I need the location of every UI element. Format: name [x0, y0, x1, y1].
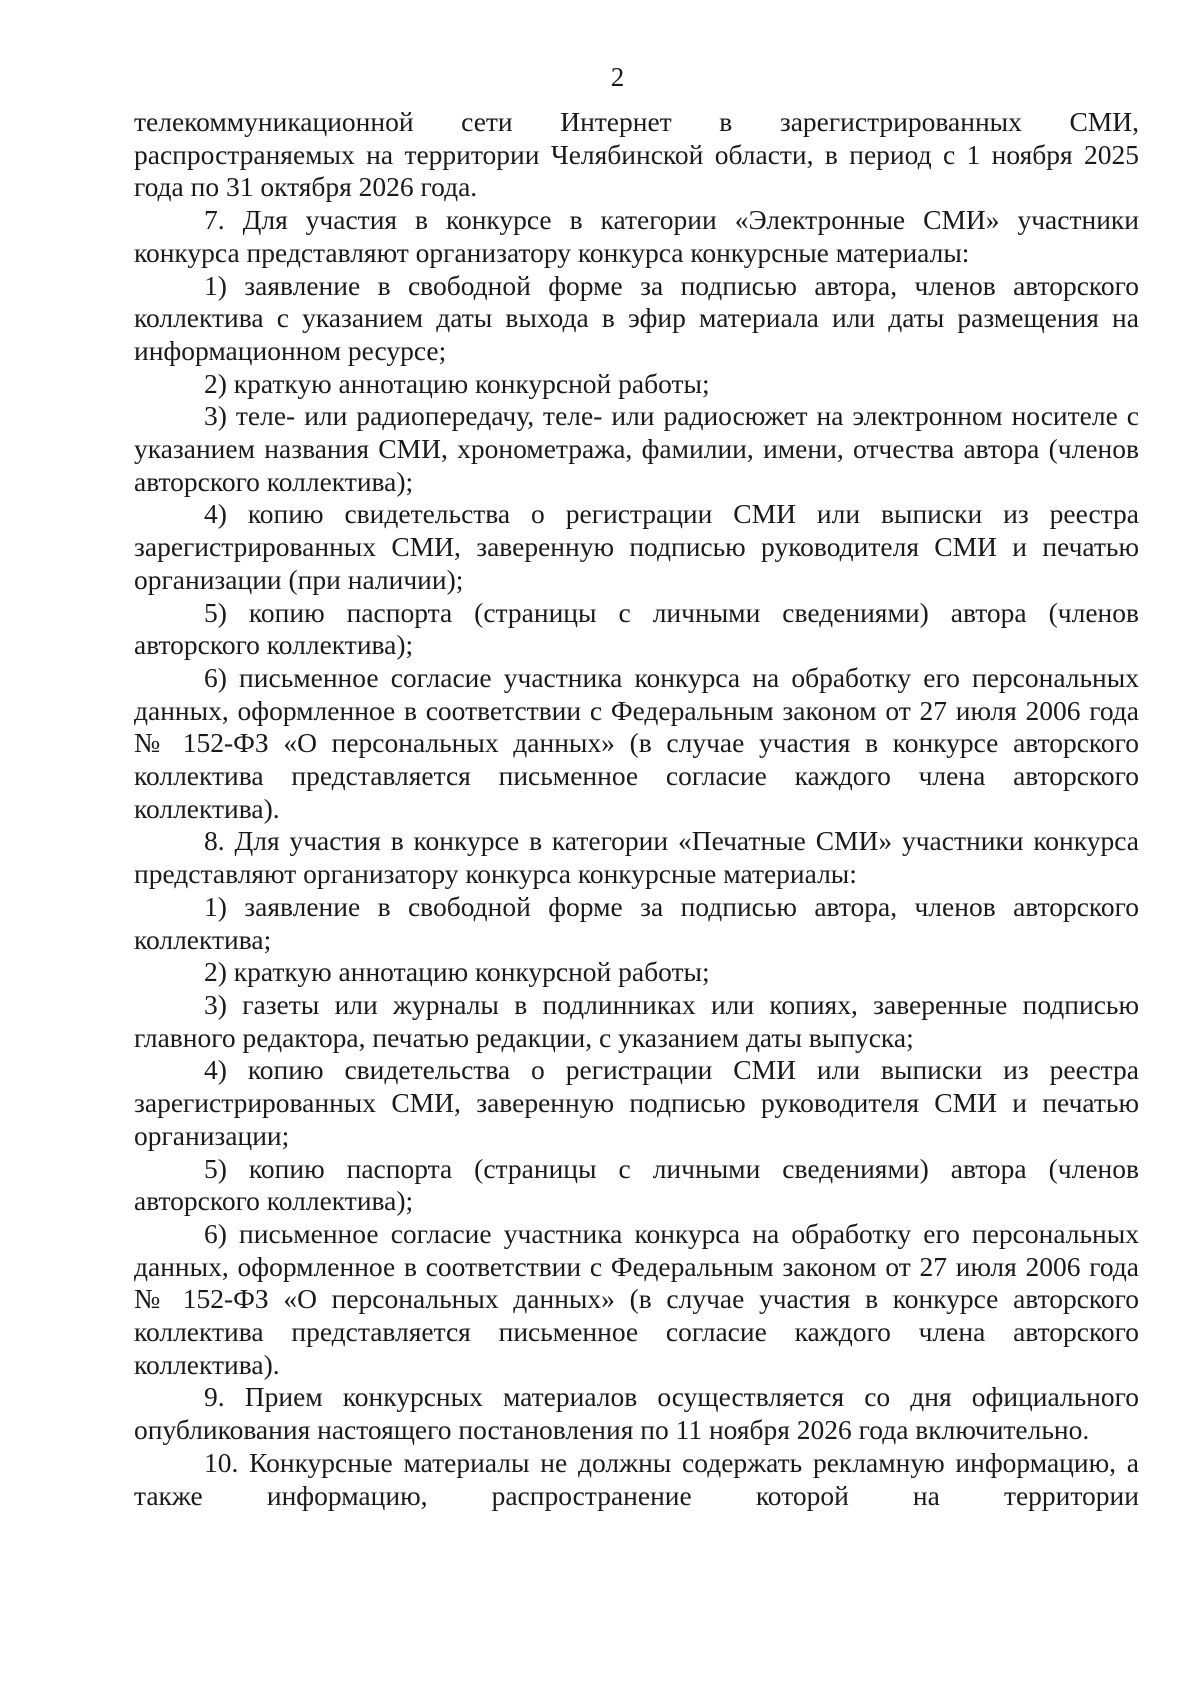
- paragraph: 7. Для участия в конкурсе в категории «Электронные СМИ» участники конкурса представляют организатору конкурса конкурсные материалы:: [134, 204, 1139, 268]
- paragraph: 10. Конкурсные материалы не должны содержать рекламную информацию, а также информацию, распространение которой на территории: [134, 1446, 1139, 1511]
- paragraph: 1) заявление в свободной форме за подписью автора, членов авторского коллектива с указанием даты выхода в эфир материала или даты размещения на информационном ресурсе;: [134, 269, 1139, 366]
- paragraph: 6) письменное согласие участника конкурса на обработку его персональных данных, оформленное в соответствии с Федеральным законом от 27 июля 2006 года № 152-ФЗ «О персональных данных» (в случае участия в конкурсе авторского коллектива представляется письменное согласие каждого члена авторского коллектива).: [134, 661, 1139, 824]
- document-body: [134, 106, 1139, 1512]
- paragraph: телекоммуникационной сети Интернет в зарегистрированных СМИ, распространяемых на территории Челябинской области, в период с 1 ноября 2025 года по 31 октября 2026 года.: [134, 106, 1139, 203]
- paragraph: 9. Прием конкурсных материалов осуществляется со дня официального опубликования настоящего постановления по 11 ноября 2026 года включительно.: [134, 1381, 1139, 1446]
- page-number: 2: [610, 62, 625, 92]
- paragraph: 5) копию паспорта (страницы с личными сведениями) автора (членов авторского коллектива);: [134, 1152, 1139, 1217]
- paragraph: 6) письменное согласие участника конкурса на обработку его персональных данных, оформленное в соответствии с Федеральным законом от 27 июля 2006 года № 152-ФЗ «О персональных данных» (в случае участия в конкурсе авторского коллектива представляется письменное согласие каждого члена авторского коллектива).: [134, 1217, 1139, 1380]
- paragraph: 1) заявление в свободной форме за подписью автора, членов авторского коллектива;: [134, 890, 1139, 955]
- paragraph: 8. Для участия в конкурсе в категории «Печатные СМИ» участники конкурса представляют организатору конкурса конкурсные материалы:: [134, 825, 1139, 890]
- paragraph: 2) краткую аннотацию конкурсной работы;: [204, 956, 710, 988]
- paragraph: 5) копию паспорта (страницы с личными сведениями) автора (членов авторского коллектива);: [134, 596, 1139, 661]
- paragraph: 4) копию свидетельства о регистрации СМИ или выписки из реестра зарегистрированных СМИ, заверенную подписью руководителя СМИ и печатью организации (при наличии);: [134, 498, 1139, 595]
- paragraph: 4) копию свидетельства о регистрации СМИ или выписки из реестра зарегистрированных СМИ, заверенную подписью руководителя СМИ и печатью организации;: [134, 1054, 1139, 1151]
- paragraph: 2) краткую аннотацию конкурсной работы;: [204, 367, 710, 399]
- paragraph: 3) теле- или радиопередачу, теле- или радиосюжет на электронном носителе с указанием названия СМИ, хронометража, фамилии, имени, отчества автора (членов авторского коллектива);: [134, 400, 1139, 497]
- paragraph: 3) газеты или журналы в подлинниках или копиях, заверенные подписью главного редактора, печатью редакции, с указанием даты выпуска;: [134, 988, 1139, 1053]
